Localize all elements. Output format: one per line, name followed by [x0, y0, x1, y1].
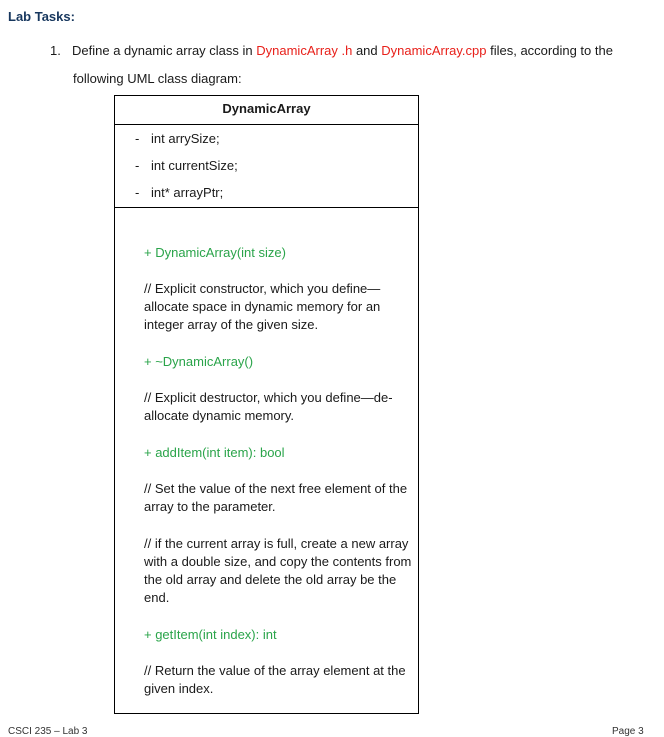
attribute-current-size: - int currentSize; — [135, 158, 238, 173]
visibility-marker: - — [135, 158, 140, 173]
method-destructor-comment: // Explicit destructor, which you define—de-allocate dynamic memory. — [144, 390, 393, 423]
task-text-line2: following UML class diagram: — [73, 71, 242, 86]
section-heading: Lab Tasks: — [8, 9, 75, 24]
method-add-item-comment: // Set the value of the next free element of the array to the parameter. — [144, 481, 408, 514]
filename-h: DynamicArray .h — [256, 43, 353, 58]
footer-page: Page 3 — [612, 726, 644, 737]
method-add-item-comment-2: // if the current array is full, create a new array with a double size, and copy the contents from the old array and delete the old array be the end. — [144, 536, 412, 605]
method-get-item: + getItem(int index): int — [144, 627, 277, 642]
method-constructor-comment: // Explicit constructor, which you define— allocate space in dynamic memory for an integer array of the given size. — [144, 281, 381, 332]
uml-class-diagram — [114, 95, 419, 714]
attribute-array-ptr: - int* arrayPtr; — [135, 185, 224, 200]
method-add-item: + addItem(int item): bool — [144, 445, 285, 460]
task-number: 1. — [50, 43, 61, 58]
footer-course: CSCI 235 – Lab 3 — [8, 726, 88, 737]
task-item — [50, 43, 613, 58]
visibility-marker: - — [135, 131, 140, 146]
filename-cpp: DynamicArray.cpp — [381, 43, 487, 58]
method-destructor: + ~DynamicArray() — [144, 354, 254, 369]
method-get-item-comment: // Return the value of the array element at the given index. — [144, 663, 406, 696]
task-text-before: Define a dynamic array class in — [72, 43, 257, 58]
method-constructor: + DynamicArray(int size) — [144, 245, 286, 260]
task-text-and: and — [352, 43, 382, 58]
visibility-marker: - — [135, 185, 140, 200]
attribute-array-size: - int arrySize; — [135, 131, 220, 146]
uml-attributes — [115, 125, 418, 208]
uml-class-name: DynamicArray — [115, 96, 418, 125]
task-text-after: files, according to the — [486, 43, 613, 58]
